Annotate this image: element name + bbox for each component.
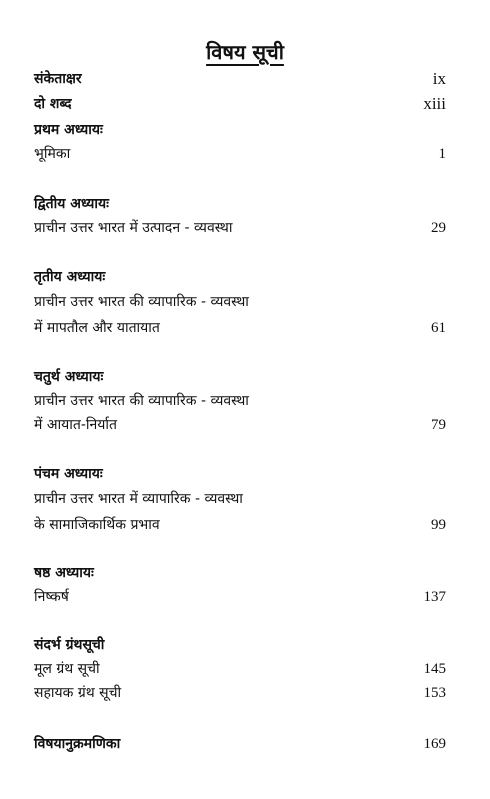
toc-entry <box>34 217 446 239</box>
toc-entry <box>34 658 446 680</box>
toc-entry-page: xiii <box>423 94 446 113</box>
toc-entry <box>34 68 446 90</box>
toc-entry-label: द्वितीय अध्यायः <box>34 196 109 212</box>
toc-entry-label: मूल ग्रंथ सूची <box>34 661 100 677</box>
toc-entry <box>34 514 446 536</box>
toc-entry-label: निष्कर्ष <box>34 589 69 605</box>
toc-entry-label: के सामाजिकार्थिक प्रभाव <box>34 517 160 533</box>
toc-entry-page: 99 <box>431 517 446 533</box>
toc-entry-label: विषयानुक्रमणिका <box>34 736 121 752</box>
toc-entry-page: 137 <box>423 589 446 605</box>
toc-entry-label: प्रथम अध्यायः <box>34 122 103 138</box>
toc-entry-label: प्राचीन उत्तर भारत की व्यापारिक - व्यवस्था <box>34 393 249 409</box>
toc-entry-page: 169 <box>423 736 446 752</box>
toc-entry <box>34 93 446 115</box>
toc-entry-label: प्राचीन उत्तर भारत में उत्पादन - व्यवस्था <box>34 220 233 236</box>
toc-entry <box>34 390 446 412</box>
toc-entry <box>34 143 446 165</box>
toc-entry-page: 145 <box>423 661 446 677</box>
toc-entry-label: सहायक ग्रंथ सूची <box>34 685 122 701</box>
toc-entry-label: में आयात-निर्यात <box>34 417 118 433</box>
toc-chapter-heading <box>34 266 446 288</box>
toc-entry-page: 79 <box>431 417 446 433</box>
toc-entry <box>34 291 446 313</box>
toc-chapter-heading <box>34 193 446 215</box>
toc-entry-page: 61 <box>431 320 446 336</box>
toc-entry-label: भूमिका <box>34 146 71 162</box>
toc-entry-label: चतुर्थ अध्यायः <box>34 369 104 385</box>
toc-entry <box>34 488 446 510</box>
toc-entry <box>34 586 446 608</box>
toc-entry-label: संदर्भ ग्रंथसूची <box>34 637 105 653</box>
toc-entry <box>34 733 446 755</box>
toc-entry-label: पंचम अध्यायः <box>34 466 103 482</box>
toc-entry-label: दो शब्द <box>34 96 72 112</box>
toc-entry <box>34 682 446 704</box>
toc-entry <box>34 414 446 436</box>
toc-entry-label: प्राचीन उत्तर भारत की व्यापारिक - व्यवस्था <box>34 294 249 310</box>
toc-chapter-heading <box>34 119 446 141</box>
page-title <box>0 38 490 65</box>
toc-chapter-heading <box>34 463 446 485</box>
toc-chapter-heading <box>34 366 446 388</box>
toc-entry-label: तृतीय अध्यायः <box>34 269 106 285</box>
toc-entry-label: में मापतौल और यातायात <box>34 320 160 336</box>
toc-entry-page: 153 <box>423 685 446 701</box>
toc-entry-page: 29 <box>431 220 446 236</box>
toc-entry-label: प्राचीन उत्तर भारत में व्यापारिक - व्यवस्था <box>34 491 243 507</box>
toc-entry-label: षष्ठ अध्यायः <box>34 565 94 581</box>
page-title-text: विषय सूची <box>206 40 284 64</box>
toc-entry-page: 1 <box>438 146 446 162</box>
toc-entry-page: ix <box>432 69 446 88</box>
toc-entry <box>34 317 446 339</box>
toc-chapter-heading <box>34 634 446 656</box>
toc-chapter-heading <box>34 562 446 584</box>
toc-entry-label: संकेताक्षर <box>34 71 82 87</box>
